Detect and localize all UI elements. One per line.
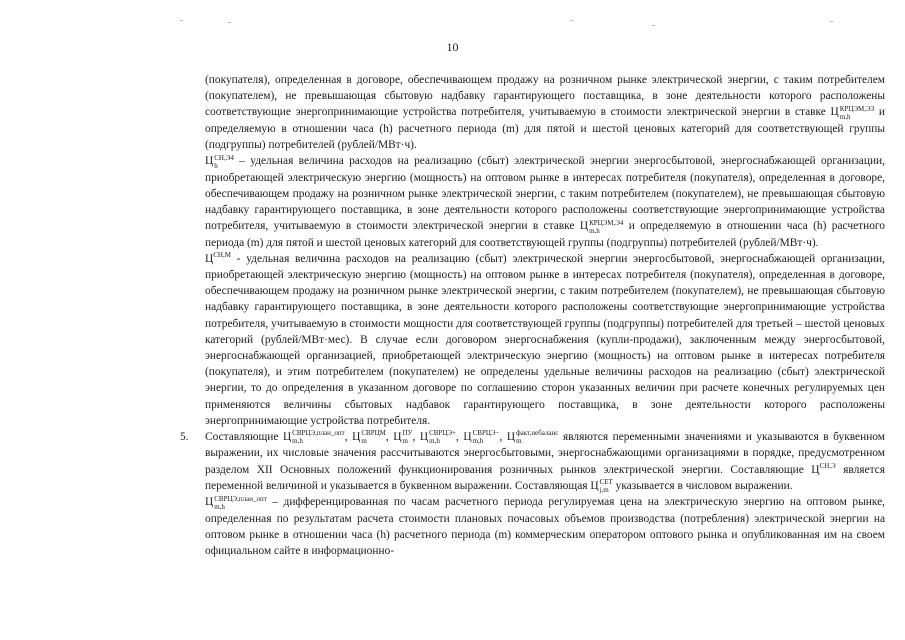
- continuation-paragraph: (покупателя), определенная в договоре, обеспечивающем продажу на розничном рынке электрической энергии, с таким потребителем (покупателем), не превышающая сбытовую надбавку гарантирующего поставщика, в зоне деятельности которого расположены соответствующие энергопринимающие устройства потребителя, учитываемую в стоимости электрической энергии в ставке Ц КРЦЭМ,ЭЗ m,h и определяемую в отношении часа (h) расчетного периода (m) для пятой и шестой ценовых категорий для соответствующей группы (подгруппы) потребителей (рублей/МВт·ч).: [205, 74, 885, 151]
- tariff-symbol: Ц СЕТ j,m: [590, 478, 613, 495]
- definition-sn-e4: Ц СН,Э4 h – удельная величина расходов на реализацию (сбыт) электрической энергии энергосбытовой, энергоснабжающей организации, приобретающей электрическую энергию (мощность) на оптовом рынке в интересах потребителя (покупателя), определенная в договоре, обеспечивающем продажу на розничном рынке электрической энергии, с таким потребителем (покупателем), не превышающая сбытовую надбавку гарантирующего поставщика, в зоне деятельности которого расположены соответствующие энергопринимающие устройства потребителя, учитываемую в стоимости электрической энергии в ставке Ц КРЦЭМ,Э4 m,h и определяемую в отношении часа (h) расчетного периода (m) для пятой и шестой ценовых категорий для соответствующей группы (подгруппы) потребителей (рублей/МВт·ч).: [205, 153, 885, 249]
- tariff-symbol: Ц СВРЦЭ+ m,h: [419, 429, 456, 446]
- tariff-symbol: Ц факт,небаланс m: [506, 429, 559, 446]
- tariff-symbol: Ц КРЦЭМ,Э4 m,h: [579, 218, 624, 235]
- list-item-number: 5.: [180, 431, 189, 444]
- scan-speck: [570, 20, 573, 21]
- scan-speck: [652, 25, 655, 26]
- tariff-symbol: Ц СВРЦЭ,план_опт m,h: [205, 494, 267, 511]
- page-number: 10: [446, 40, 459, 54]
- document-body: [180, 72, 885, 559]
- tariff-symbol: Ц СН,Э4 h: [205, 153, 234, 170]
- definition-plan-opt: Ц СВРЦЭ,план_опт m,h – дифференцированная по часам расчетного периода регулируемая цена на электрическую энергию на оптовом рынке, определенная по результатам расчета стоимости плановых почасовых объемов производства (потребления) электрической энергии на оптовом рынке в отношении часа (h) расчетного периода (m) коммерческим оператором оптового рынка и опубликованная им на своем официальном сайте в информационно-: [205, 494, 885, 558]
- definition-sn-m: $Ц^{СН,М}$ - удельная величина расходов на реализацию (сбыт) электрической энергии энергосбытовой, энергоснабжающей организации, приобретающей электрическую энергию (мощность) на оптовом рынке в интересах потребителя (покупателя), определенная в договоре, обеспечивающем продажу на розничном рынке электрической энергии, с таким потребителем (покупателем), не превышающая сбытовую надбавку гарантирующего поставщика, в зоне деятельности которого расположены соответствующие энергопринимающие устройства потребителя, учитываемую в стоимости мощности для соответствующей группы (подгруппы) потребителей для третьей – шестой ценовых категорий (рублей/МВт·мес). В случае если договором энергоснабжения (купли-продажи), заключенным между энергосбытовой, энергоснабжающей организацией, приобретающей электрическую энергию (мощность) на оптовом рынке в интересах потребителя (покупателя), и этим потребителем (покупателем) не определены удельные величины расходов на реализацию (сбыт) электрической энергии, то до определения в указанном договоре по соглашению сторон указанных величин при расчете конечных регулируемых цен применяются величины сбытовых надбавок гарантирующего поставщика, в зоне деятельности которого расположены энергопринимающие устройства потребителя.: [205, 251, 885, 427]
- tariff-symbol: Ц СВРЦЭ,план_опт m,h: [282, 429, 345, 446]
- scan-speck: [228, 22, 231, 23]
- tariff-symbol: Ц СВРЦМ m: [352, 429, 386, 446]
- tariff-symbol: Ц СВРЦЭ− m,h: [463, 429, 500, 446]
- tariff-symbol: Ц ПУ m: [393, 429, 413, 446]
- list-item-5: 5. Составляющие Ц СВРЦЭ,план_опт m,h , Ц СВРЦМ m , Ц ПУ m , Ц СВРЦЭ+ m,h , Ц СВРЦЭ− m,h , Ц факт,небаланс m являются переменными значениями и указываются в буквенном выражении, их числовые значения рассчитываются энергосбытовыми, энергоснабжающими организациями в порядке, предусмотренном разделом XII Основных положений функционирования розничных рынков электрической энергии. Составляющие $Ц^{СН,Э}$ является переменной величиной и указывается в буквенном выражении. Составляющая Ц СЕТ j,m указывается в числовом выражении.: [180, 429, 885, 495]
- scan-speck: [180, 20, 183, 21]
- tariff-symbol: $Ц^{СН,Э}$: [811, 461, 836, 476]
- tariff-symbol: Ц КРЦЭМ,ЭЗ m,h: [830, 104, 875, 121]
- scan-speck: [830, 21, 833, 22]
- tariff-symbol: $Ц^{СН,М}$: [205, 251, 231, 265]
